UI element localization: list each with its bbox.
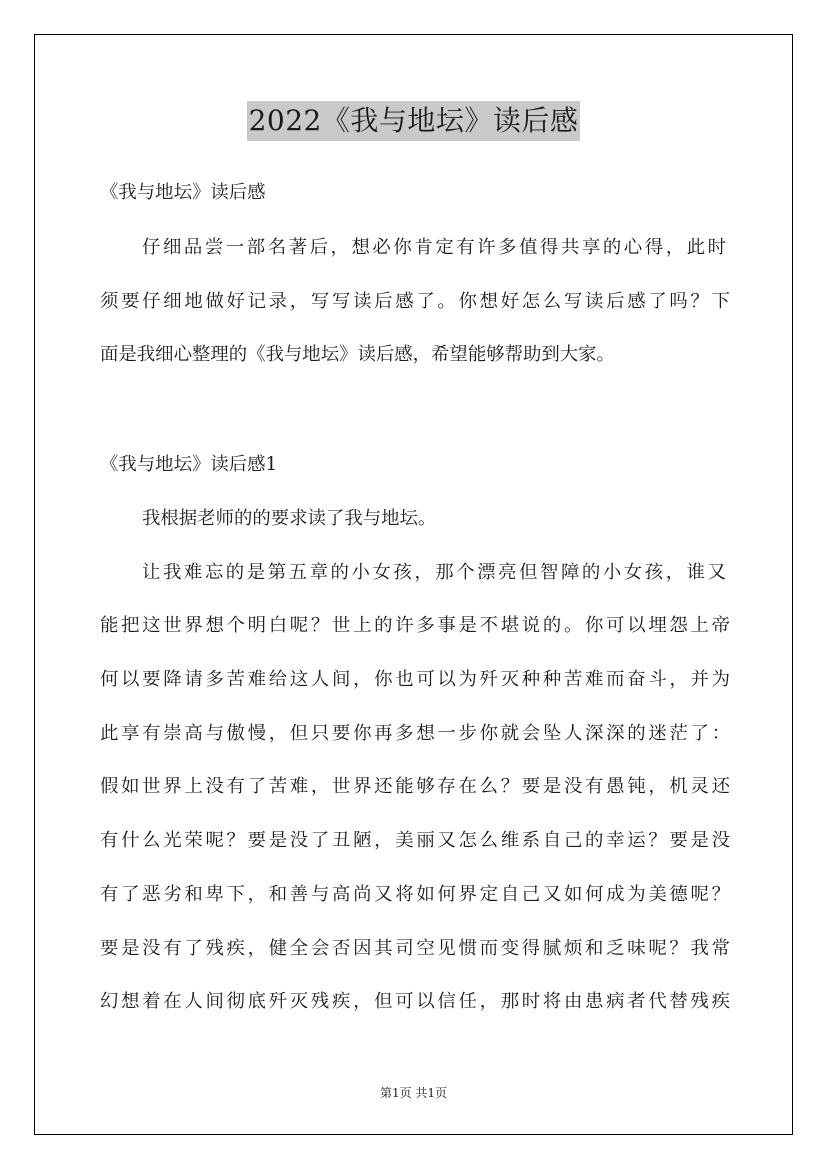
page-footer: 第1页 共1页 (379, 1086, 448, 1100)
intro-line: 须要仔细地做好记录，写写读后感了。你想好怎么写读后感了吗？下 (100, 291, 730, 312)
title-block (0, 101, 827, 141)
body-line: 让我难忘的是第五章的小女孩，那个漂亮但智障的小女孩，谁又 (142, 562, 726, 583)
subheading: 《我与地坛》读后感 (100, 182, 266, 203)
body-line: 能把这世界想个明白呢？世上的许多事是不堪说的。你可以埋怨上帝 (100, 615, 730, 636)
body-line: 有了恶劣和卑下，和善与高尚又将如何界定自己又如何成为美德呢？ (100, 884, 730, 905)
body-line: 要是没有了残疾，健全会否因其司空见惯而变得腻烦和乏味呢？我常 (100, 938, 730, 959)
body-paragraph: 我根据老师的的要求读了我与地坛。 (142, 508, 437, 529)
document-title: 2022《我与地坛》读后感 (247, 101, 581, 141)
section-heading: 《我与地坛》读后感1 (100, 454, 278, 475)
intro-line: 仔细品尝一部名著后，想必你肯定有许多值得共享的心得，此时 (142, 237, 726, 258)
body-line: 何以要降请多苦难给这人间，你也可以为歼灭种种苦难而奋斗，并为 (100, 669, 730, 690)
intro-line: 面是我细心整理的《我与地坛》读后感，希望能够帮助到大家。 (100, 344, 615, 365)
body-line: 幻想着在人间彻底歼灭残疾，但可以信任，那时将由患病者代替残疾 (100, 991, 730, 1012)
body-line: 此享有崇高与傲慢，但只要你再多想一步你就会坠人深深的迷茫了： (100, 723, 730, 744)
body-line: 假如世界上没有了苦难，世界还能够存在么？要是没有愚钝，机灵还 (100, 776, 730, 797)
body-line: 有什么光荣呢？要是没了丑陋，美丽又怎么维系自己的幸运？要是没 (100, 830, 730, 851)
